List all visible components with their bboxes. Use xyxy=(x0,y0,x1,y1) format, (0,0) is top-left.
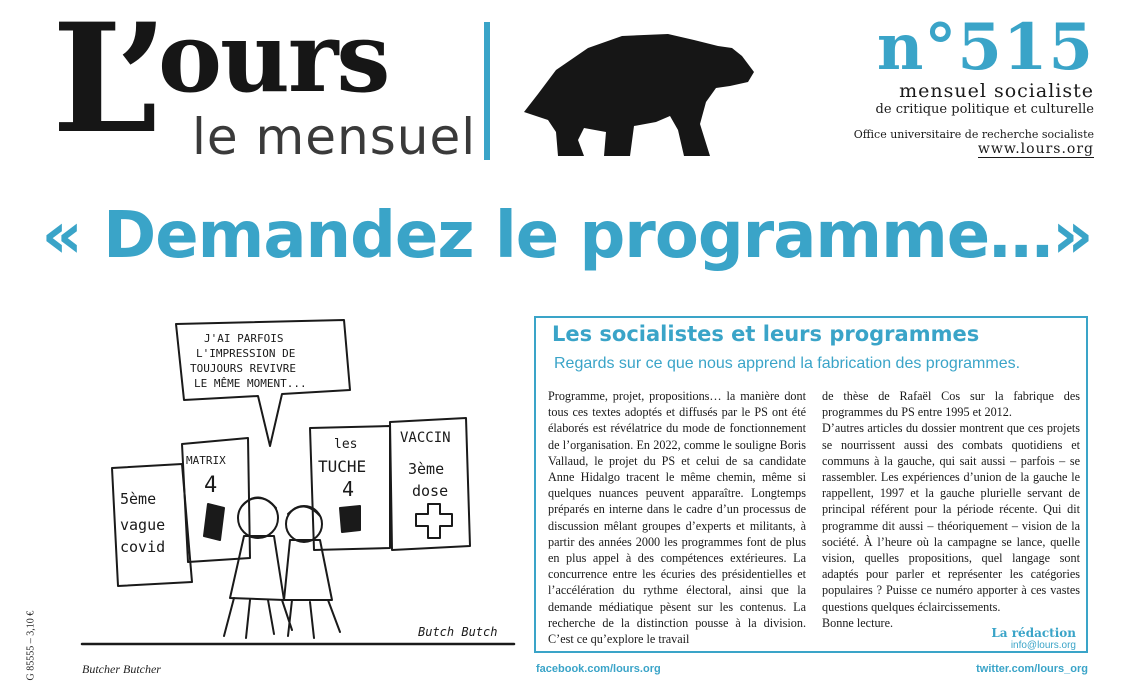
cartoon-credit: Butcher Butcher xyxy=(82,662,161,676)
article-column-1 xyxy=(548,388,806,647)
contact-email[interactable]: info@lours.org xyxy=(1010,640,1076,651)
issue-number: n°515 xyxy=(876,10,1094,85)
bubble-line-2: L'IMPRESSION DE xyxy=(196,347,296,360)
bubble-line-1: J'AI PARFOIS xyxy=(204,332,284,345)
bubble-line-4: LE MÊME MOMENT... xyxy=(194,377,307,390)
article-paragraph: D’autres articles du dossier montrent que ces projets se nourrissent aussi des combats quotidiens et communs à la gauche, qui sait aussi – parfois – se rassembler. Les expériences d’union de la gauche le rappellent, 1997 et la gauche plurielle servant de principal référent pour la période récente. Qui dit programme dit aussi – théoriquement – vision de la société. À l’heure où la campagne se lance, quelle vision, quelles propositions, quel langage sont adaptés pour parler et représenter les catégories populaires ? Puisse ce numéro apporter à ces vastes questions quelques éclaircissements. xyxy=(822,421,1080,614)
poster4-line-1: VACCIN xyxy=(400,430,451,446)
article-paragraph: de thèse de Rafaël Cos sur la fabrique des programmes du PS entre 1995 et 2012. xyxy=(822,389,1080,420)
cartoon-signature: Butch Butch xyxy=(418,625,498,639)
logo-divider xyxy=(484,22,490,160)
barcode-text: G 85555 – 3,10 € xyxy=(25,610,37,681)
twitter-link[interactable]: twitter.com/lours_org xyxy=(976,663,1088,675)
office-name: Office universitaire de recherche socialiste xyxy=(853,128,1094,141)
logo-letter-l: L’ xyxy=(52,0,162,167)
bubble-line-3: TOUJOURS REVIVRE xyxy=(190,362,296,375)
logo-ours: ours xyxy=(158,1,389,114)
bear-logo-icon xyxy=(518,28,758,160)
poster1-line-3: covid xyxy=(120,538,166,556)
poster4-line-3: dose xyxy=(412,482,449,500)
poster2-line-2: 4 xyxy=(204,473,218,498)
article-signature: La rédaction xyxy=(991,626,1076,640)
article-subtitle: Regards sur ce que nous apprend la fabrication des programmes. xyxy=(554,355,1021,372)
poster3-line-2: TUCHE xyxy=(318,457,367,476)
website-link[interactable]: www.lours.org xyxy=(977,141,1094,157)
article-title: Les socialistes et leurs programmes xyxy=(552,322,980,346)
facebook-link[interactable]: facebook.com/lours.org xyxy=(536,663,661,675)
article-closing: Bonne lecture. xyxy=(822,615,894,630)
poster2-line-1: MATRIX xyxy=(186,454,226,467)
logo-subtitle: le mensuel xyxy=(192,108,477,166)
cartoon-illustration xyxy=(78,318,518,656)
tagline-main: mensuel socialiste xyxy=(899,80,1094,102)
poster1-line-1: 5ème xyxy=(120,490,157,508)
article-paragraph: Programme, projet, propositions… la manière dont tous ces textes adoptés et diffusés par le PS ont été élaborés est révélatrice du mode de fonctionnement de l’organisation. En 2022, comme le souligne Boris Vallaud, le projet du PS et celui de sa candidate Anne Hidalgo tracent le même chemin, même si quelques nuances peuvent apparaître. Longtemps préparés en interne dans le cadre d’un processus de discussion mêlant groupes d’experts et militants, à partir des années 2000 les programmes font de plus en plus appel à des compétences extérieures. La concurrence entre les écuries des présidentielles et l’accélération du rythme électoral, ainsi que la demande médiatique pèsent sur les contenus. La recherche de la distinction pousse à la division. C’est ce qu’explore le travail xyxy=(548,389,806,647)
poster1-line-2: vague xyxy=(120,516,166,534)
page-headline: « Demandez le programme…» xyxy=(41,199,1093,273)
poster4-line-2: 3ème xyxy=(408,460,445,478)
tagline-sub: de critique politique et culturelle xyxy=(875,102,1094,117)
article-column-2 xyxy=(822,388,1080,631)
poster3-line-3: 4 xyxy=(342,477,355,501)
barcode-price xyxy=(24,596,38,686)
poster3-line-1: les xyxy=(334,437,358,452)
